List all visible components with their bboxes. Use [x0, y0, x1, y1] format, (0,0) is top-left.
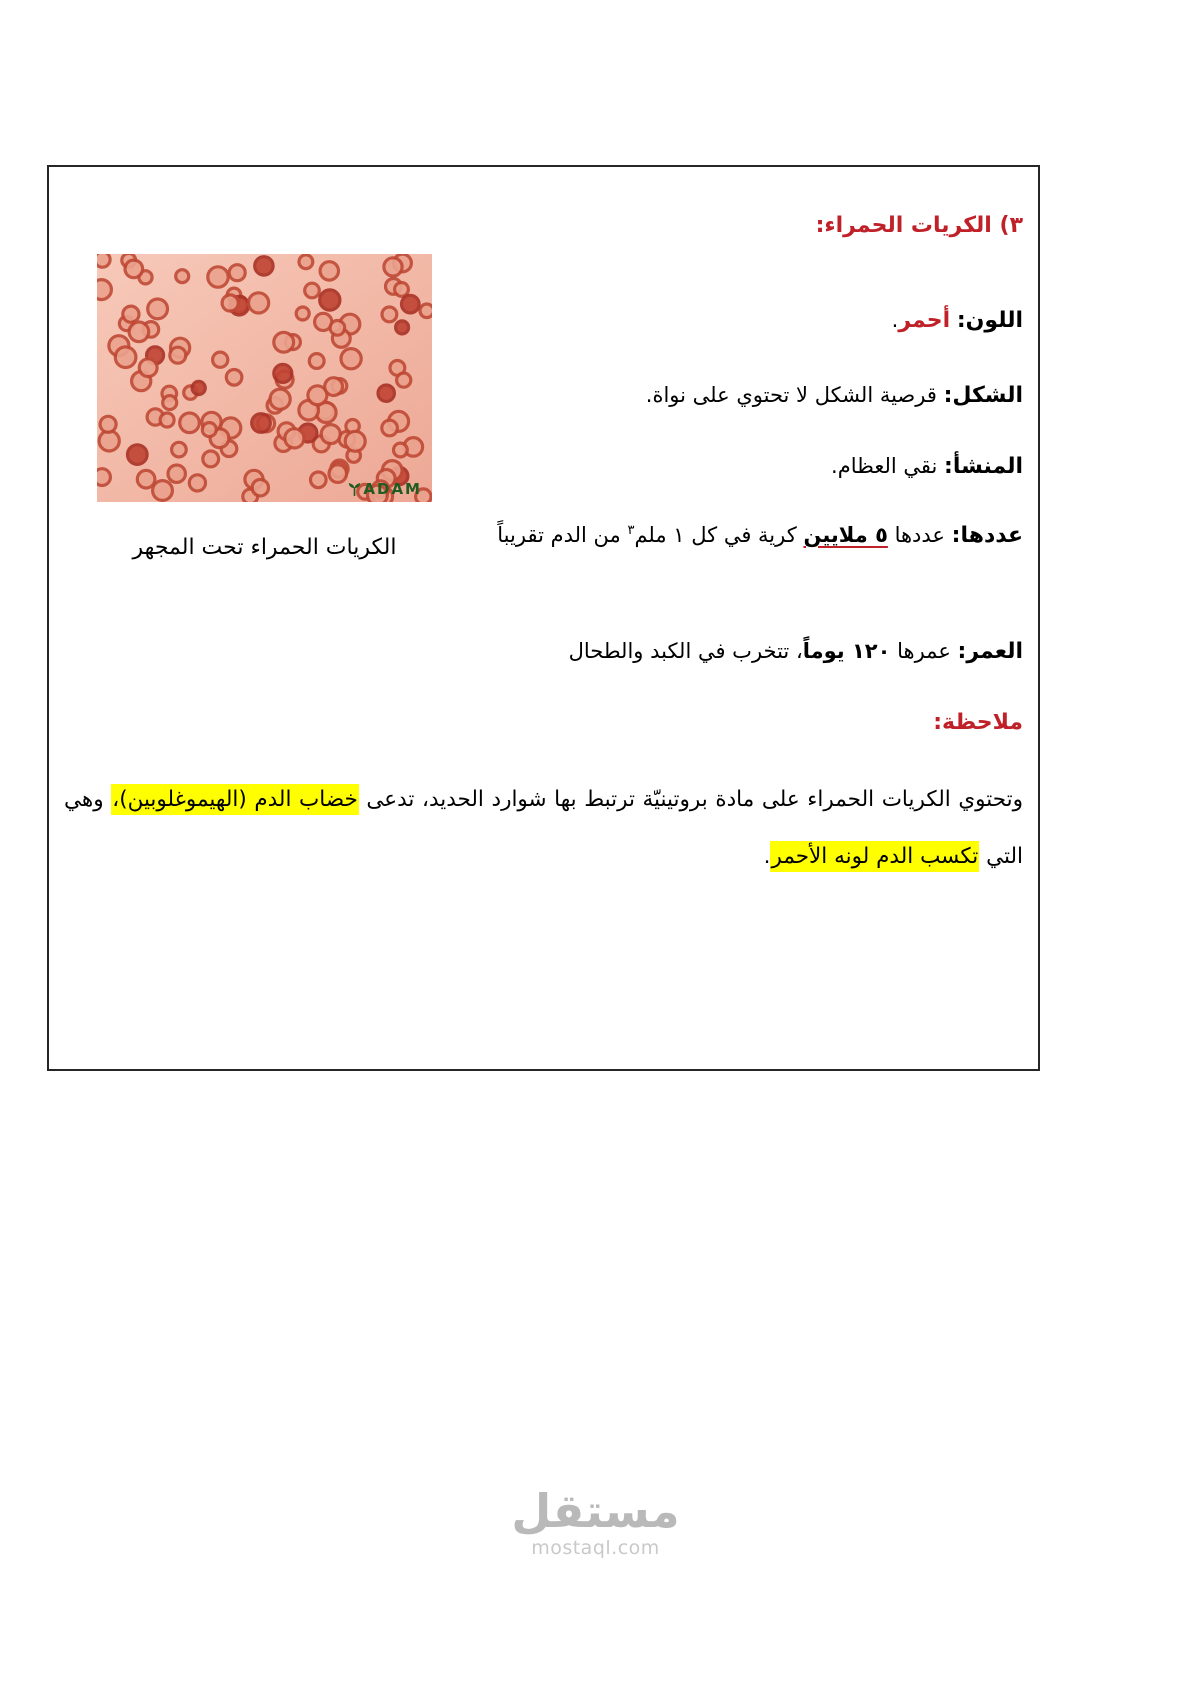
- shape-label: الشكل:: [943, 383, 1023, 408]
- count-label: عددها:: [951, 523, 1023, 548]
- watermark-logo: مستقل: [511, 1484, 680, 1538]
- count-end: من الدم تقريباً: [497, 523, 621, 547]
- note-label: ملاحظة:: [933, 710, 1023, 735]
- age-pre: عمرها: [897, 639, 951, 663]
- watermark-domain: mostaql.com: [531, 1536, 660, 1559]
- color-line: [892, 308, 1023, 333]
- age-label: العمر:: [957, 639, 1023, 664]
- age-duration: ١٢٠ يوماً: [802, 639, 891, 663]
- note-highlight-red-color: تكسب الدم لونه الأحمر: [770, 841, 979, 872]
- site-watermark: [0, 1486, 1191, 1559]
- shape-line: [646, 383, 1023, 408]
- count-mid: كرية في كل ١ ملم: [634, 523, 797, 547]
- count-pre: عددها: [894, 523, 945, 547]
- adam-logo-text: ADAM: [363, 480, 422, 498]
- count-line: [497, 523, 1023, 548]
- origin-value: نقي العظام.: [831, 454, 938, 478]
- note-highlight-hemoglobin: خضاب الدم (الهيموغلوبين)،: [111, 784, 359, 815]
- content-box: [47, 165, 1040, 1071]
- shape-value: قرصية الشكل لا تحتوي على نواة.: [645, 383, 937, 407]
- note-heading-line: [933, 710, 1023, 735]
- color-period: .: [891, 308, 899, 332]
- doc-title: ٣) الكريات الحمراء:: [815, 213, 1023, 238]
- origin-label: المنشأ:: [944, 454, 1023, 479]
- adam-logo: [348, 480, 422, 498]
- color-value: أحمر: [898, 308, 951, 333]
- origin-line: [831, 454, 1023, 479]
- blood-cells-image: [97, 254, 432, 502]
- figure-caption: الكريات الحمراء تحت المجهر: [132, 535, 397, 560]
- adam-tree-icon: [348, 482, 361, 497]
- note-paragraph: [64, 771, 1023, 885]
- count-superscript: ٣: [627, 523, 635, 538]
- blood-cells-figure: [97, 254, 432, 502]
- age-end: ، تتخرب في الكبد والطحال: [568, 639, 803, 663]
- color-label: اللون:: [956, 308, 1023, 333]
- age-line: [569, 639, 1023, 664]
- note-end: .: [763, 844, 771, 869]
- count-underlined: ٥ ملايين: [803, 523, 888, 547]
- note-text-2: وهي التي: [64, 787, 1023, 869]
- note-text-1: وتحتوي الكريات الحمراء على مادة بروتينيّة ترتبط بها شوارد الحديد، تدعى: [366, 787, 1023, 812]
